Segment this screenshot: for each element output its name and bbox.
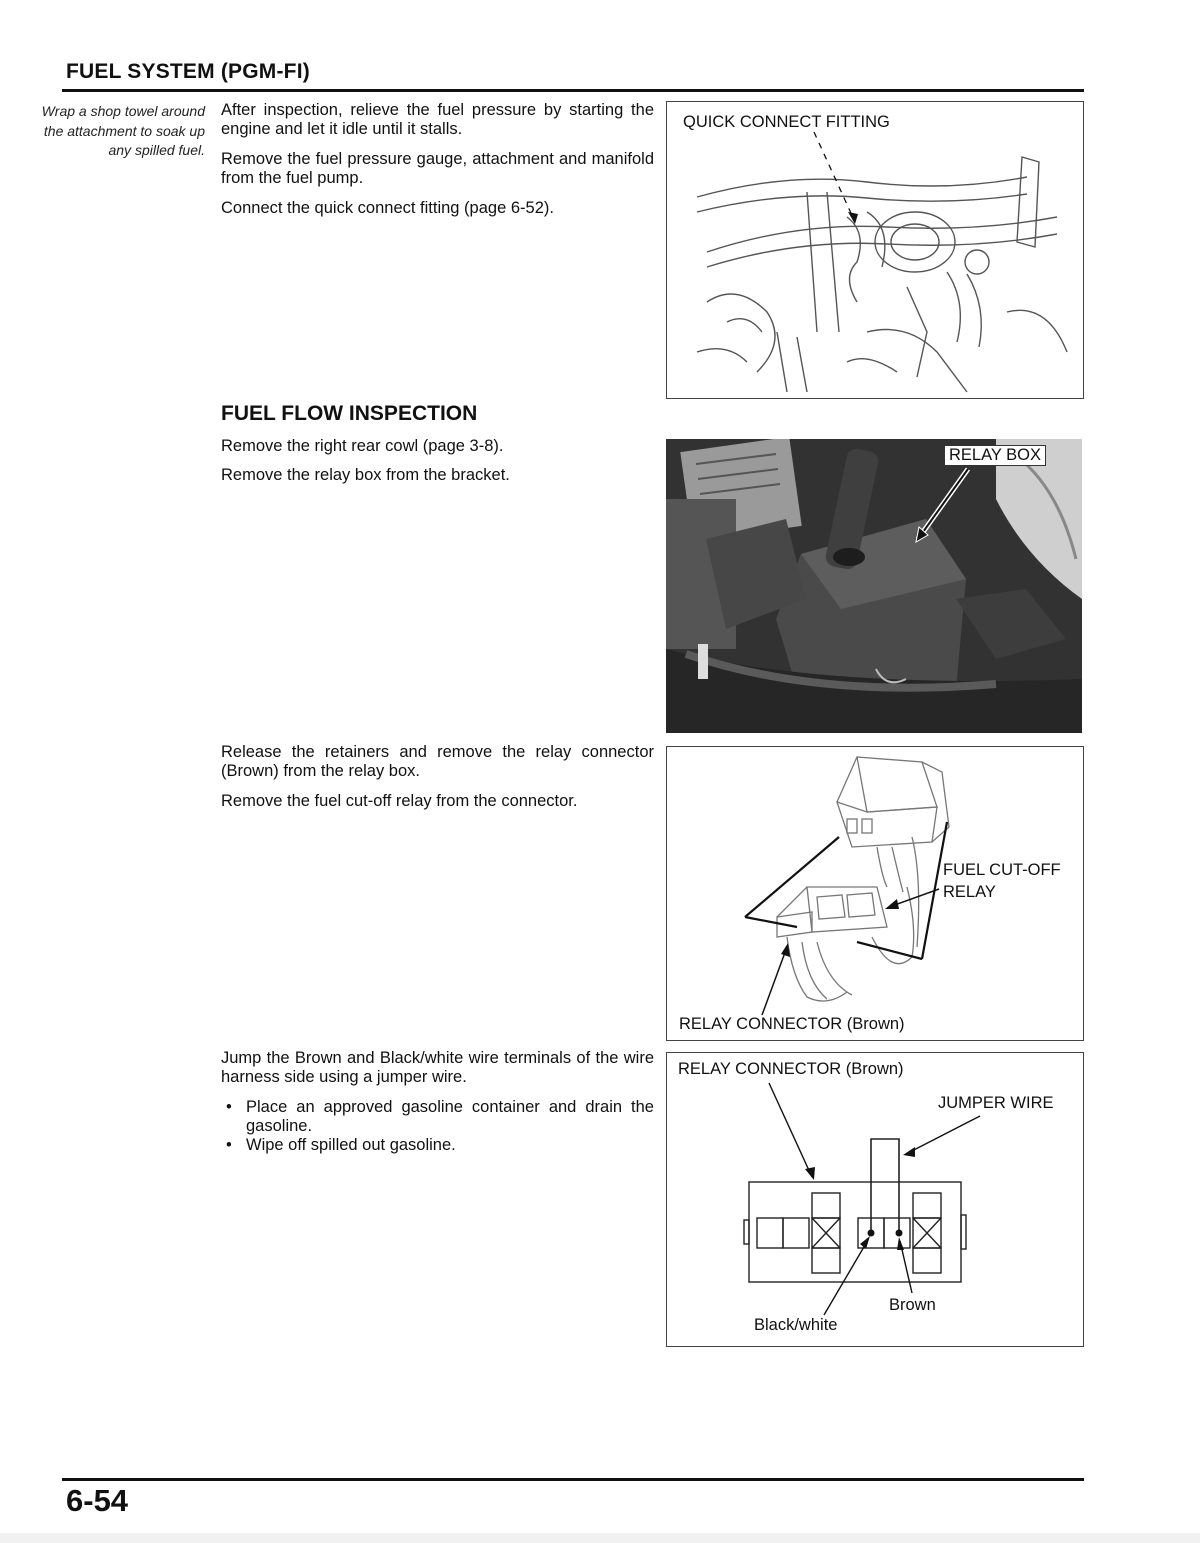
step-jump-terminals: Jump the Brown and Black/white wire terminals of the wire harness side using a jumper wire. bbox=[221, 1049, 654, 1086]
figure-relay-box-photo bbox=[666, 439, 1082, 733]
step-remove-cutoff-relay: Remove the fuel cut-off relay from the connector. bbox=[221, 792, 578, 810]
page-number: 6-54 bbox=[66, 1483, 129, 1518]
figure-fuel-cutoff-relay bbox=[666, 746, 1084, 1041]
step-remove-cowl: Remove the right rear cowl (page 3-8). bbox=[221, 437, 504, 455]
label-relay-connector: RELAY CONNECTOR (Brown) bbox=[679, 1015, 905, 1033]
page-bottom-strip bbox=[0, 1533, 1200, 1543]
label-fuel-cutoff-1: FUEL CUT-OFF bbox=[943, 861, 1061, 879]
label-brown-terminal: Brown bbox=[889, 1296, 936, 1314]
section-header-title: FUEL SYSTEM (PGM-FI) bbox=[66, 60, 310, 83]
label-quick-connect: QUICK CONNECT FITTING bbox=[683, 113, 890, 131]
label-fuel-cutoff-2: RELAY bbox=[943, 883, 996, 901]
side-note: Wrap a shop towel around the attachment to soak up any spilled fuel. bbox=[41, 103, 205, 158]
step-remove-relay-box: Remove the relay box from the bracket. bbox=[221, 466, 510, 484]
label-relay-box: RELAY BOX bbox=[944, 445, 1046, 466]
relay-box-leader bbox=[666, 439, 1082, 733]
step-relieve-pressure: After inspection, relieve the fuel pressure by starting the engine and let it idle until it stalls. bbox=[221, 101, 654, 138]
list-item: • Wipe off spilled out gasoline. bbox=[226, 1136, 456, 1154]
list-item: • Place an approved gasoline container and drain the gasoline. bbox=[226, 1098, 654, 1135]
footer-rule bbox=[62, 1478, 1084, 1481]
label-relay-connector-schematic: RELAY CONNECTOR (Brown) bbox=[678, 1060, 904, 1078]
label-jumper-wire: JUMPER WIRE bbox=[938, 1094, 1054, 1112]
step-remove-relay-connector: Release the retainers and remove the relay connector (Brown) from the relay box. bbox=[221, 743, 654, 780]
caution-list bbox=[221, 1098, 654, 1155]
figure-quick-connect-fitting bbox=[666, 101, 1084, 399]
fuel-cutoff-relay-drawing bbox=[667, 747, 1083, 1040]
section-title: FUEL FLOW INSPECTION bbox=[221, 402, 478, 425]
label-blackwhite-terminal: Black/white bbox=[754, 1316, 838, 1334]
quick-connect-drawing bbox=[667, 102, 1083, 398]
step-connect-fitting: Connect the quick connect fitting (page 6-52). bbox=[221, 199, 554, 217]
step-remove-gauge: Remove the fuel pressure gauge, attachment and manifold from the fuel pump. bbox=[221, 150, 654, 187]
figure-jumper-wire-schematic bbox=[666, 1052, 1084, 1347]
header-rule bbox=[62, 89, 1084, 92]
